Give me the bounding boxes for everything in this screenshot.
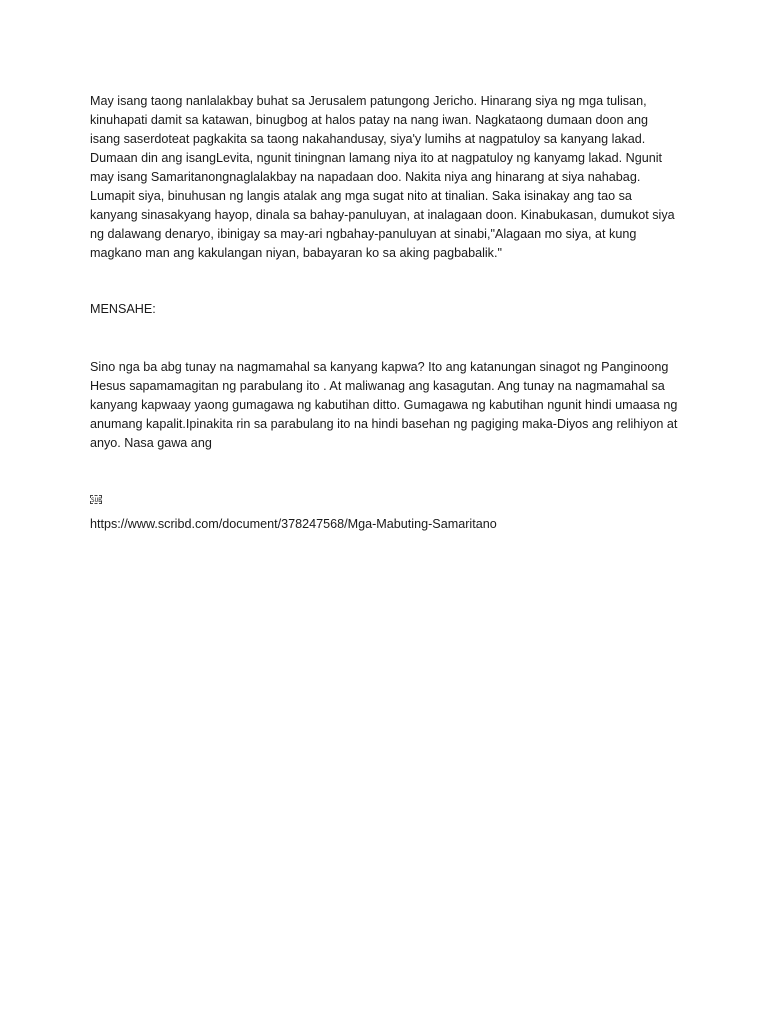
story-paragraph: May isang taong nanlalakbay buhat sa Jerusalem patungong Jericho. Hinarang siya ng mga tulisan, kinuhapati damit sa katawan, binugbog at halos patay na nang iwan. Nagkataong dumaan doon ang isang saserdoteat pagkakita sa taong nakahandusay, siya'y lumihs at nagpatuloy sa kanyang lakad. Dumaan din ang isangLevita, ngunit tiningnan lamang niya ito at nagpatuloy ng kanyamg lakad. Ngunit may isang Samaritanongnaglalakbay na napadaan doo. Nakita niya ang hinarang at siya nahabag. Lumapit siya, binuhusan ng langis atalak ang mga sugat nito at tinalian. Saka isinakay ang tao sa kanyang sinasakyang hayop, dinala sa bahay-panuluyan, at inalagaan doon. Kinabukasan, dumukot siya ng dalawang denaryo, ibinigay sa may-ari ngbahay-panuluyan at sinabi,"Alagaan mo siya, at kung magkano man ang kakulangan niyan, babayaran ko sa aking pagbabalik." — [90, 94, 675, 260]
document-body — [90, 92, 680, 534]
source-url: https://www.scribd.com/document/378247568/Mga-Mabuting-Samaritano — [90, 517, 497, 531]
substitute-glyph-icon: SUB — [91, 497, 102, 504]
message-paragraph: Sino nga ba abg tunay na nagmamahal sa kanyang kapwa? Ito ang katanungan sinagot ng Panginoong Hesus sapamamagitan ng parabulang ito . At maliwanag ang kasagutan. Ang tunay na nagmamahal sa kanyang kapwaay yaong gumagawa ng kabutihan ditto. Gumagawa ng kabutihan ngunit hindi umaasa ng anumang kapalit.Ipinakita rin sa parabulang ito na hindi basehan ng pagiging maka-Diyos ang relihiyon at anyo. Nasa gawa ang — [90, 360, 678, 450]
message-heading: MENSAHE: — [90, 302, 156, 316]
